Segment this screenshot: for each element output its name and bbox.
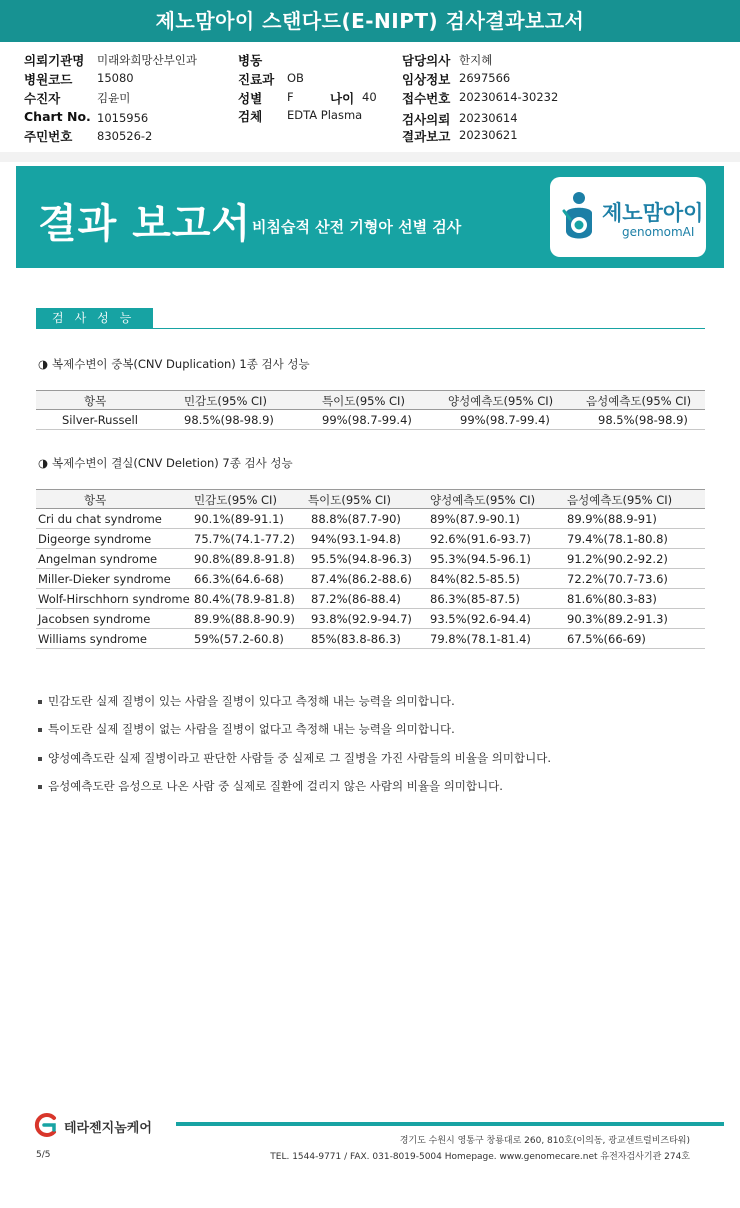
info-label: 의뢰기관명 (24, 53, 85, 68)
bullet-icon (38, 785, 42, 789)
table-cell: 85%(83.8-86.3) (311, 632, 401, 646)
note-item (38, 693, 455, 709)
bullet-icon (38, 728, 42, 732)
table-cell: Digeorge syndrome (38, 532, 152, 546)
result-banner (16, 166, 724, 268)
table-cell: Wolf-Hirschhorn syndrome (38, 592, 190, 606)
column-header: 특이도(95% CI) (308, 493, 391, 507)
table-header-row (36, 390, 705, 410)
table-cell: 95.5%(94.8-96.3) (311, 552, 412, 566)
table-cell: 93.8%(92.9-94.7) (311, 612, 412, 626)
info-label: Chart No. (24, 109, 91, 124)
note-text: 특이도란 실제 질병이 없는 사람을 질병이 없다고 측정해 내는 능력을 의미합니다. (48, 722, 455, 736)
column-header: 항목 (84, 394, 107, 408)
table-cell: 87.4%(86.2-88.6) (311, 572, 412, 586)
table-cell: 88.8%(87.7-90) (311, 512, 401, 526)
table-row (36, 549, 705, 569)
note-text: 민감도란 실제 질병이 있는 사람을 질병이 있다고 측정해 내는 능력을 의미합니다. (48, 694, 455, 708)
table-row (36, 529, 705, 549)
info-label: 접수번호 (402, 91, 451, 106)
table-cell: 91.2%(90.2-92.2) (567, 552, 668, 566)
table-cell: 94%(93.1-94.8) (311, 532, 401, 546)
table-cell: 79.4%(78.1-80.8) (567, 532, 668, 546)
info-label: 진료과 (238, 72, 275, 87)
section-title: 검사성능 (36, 308, 153, 328)
column-header: 양성예측도(95% CI) (448, 394, 554, 408)
info-label: 담당의사 (402, 53, 451, 68)
table-row (36, 569, 705, 589)
table-cell: Jacobsen syndrome (38, 612, 151, 626)
table-cell: Cri du chat syndrome (38, 512, 162, 526)
table-cell: 99%(98.7-99.4) (460, 413, 550, 427)
table-cell: Silver-Russell (62, 413, 138, 427)
footer-divider (176, 1122, 724, 1126)
info-label: 병동 (238, 53, 263, 68)
table-cell: 93.5%(92.6-94.4) (430, 612, 531, 626)
table-cell: 84%(82.5-85.5) (430, 572, 520, 586)
table-cell: 81.6%(80.3-83) (567, 592, 657, 606)
info-value: F (287, 90, 294, 104)
info-label: 나이 (330, 91, 355, 106)
note-text: 음성예측도란 음성으로 나온 사람 중 실제로 질환에 걸리지 않은 사람의 비율을 의미합니다. (48, 779, 503, 793)
table-cell: 90.8%(89.8-91.8) (194, 552, 295, 566)
table-cell: 66.3%(64.6-68) (194, 572, 284, 586)
table-cell: 95.3%(94.5-96.1) (430, 552, 531, 566)
note-text: 양성예측도란 실제 질병이라고 판단한 사람들 중 실제로 그 질병을 가진 사람들의 비율을 의미합니다. (48, 751, 551, 765)
section-divider (36, 328, 705, 329)
table-cell: 67.5%(66-69) (567, 632, 646, 646)
table-cell: 87.2%(86-88.4) (311, 592, 401, 606)
table-cell: Angelman syndrome (38, 552, 158, 566)
footer-address: 경기도 수원시 영통구 창룡대로 260, 810호(이의동, 광교센트럴비즈타워) (399, 1136, 690, 1146)
duplication-heading (38, 356, 310, 372)
table-cell: Miller-Dieker syndrome (38, 572, 171, 586)
genomom-logo (550, 177, 706, 257)
patient-info (0, 42, 740, 160)
logo-name: 제노맘아이 (602, 201, 704, 225)
table-cell: 79.8%(78.1-81.4) (430, 632, 531, 646)
info-label: 주민번호 (24, 129, 73, 144)
table-row (36, 509, 705, 529)
info-value: 2697566 (459, 71, 511, 85)
logo-subtitle: genomomAI (622, 225, 695, 239)
deletion-table (36, 489, 705, 649)
info-value: 20230621 (459, 128, 518, 142)
duplication-heading-text: 복제수변이 중복(CNV Duplication) 1종 검사 성능 (52, 357, 310, 371)
info-label: 결과보고 (402, 129, 451, 144)
table-cell: 90.1%(89-91.1) (194, 512, 284, 526)
table-cell: 98.5%(98-98.9) (598, 413, 688, 427)
column-header: 음성예측도(95% CI) (586, 394, 692, 408)
table-cell: 90.3%(89.2-91.3) (567, 612, 668, 626)
deletion-heading-text: 복제수변이 결실(CNV Deletion) 7종 검사 성능 (52, 456, 293, 470)
table-header-row (36, 489, 705, 509)
table-cell: 75.7%(74.1-77.2) (194, 532, 295, 546)
terragen-logo-icon (32, 1113, 62, 1137)
page-number: 5/5 (36, 1150, 51, 1160)
table-cell: 86.3%(85-87.5) (430, 592, 520, 606)
info-value: 830526-2 (97, 129, 153, 143)
footer-company: 테라젠지놈케어 (64, 1121, 152, 1136)
table-row (36, 609, 705, 629)
table-cell: 92.6%(91.6-93.7) (430, 532, 531, 546)
table-cell: 89.9%(88.9-91) (567, 512, 657, 526)
divider (0, 152, 740, 162)
info-label: 검사의뢰 (402, 112, 451, 127)
report-title: 제노맘아이 스탠다드(E-NIPT) 검사결과보고서 (0, 0, 740, 42)
column-header: 민감도(95% CI) (194, 493, 277, 507)
info-value: 20230614-30232 (459, 90, 559, 104)
info-label: 임상정보 (402, 72, 451, 87)
half-circle-icon: ◑ (38, 357, 49, 371)
column-header: 양성예측도(95% CI) (430, 493, 536, 507)
info-value: 1015956 (97, 111, 149, 125)
info-value: 김윤미 (97, 91, 131, 105)
info-label: 수진자 (24, 91, 61, 106)
info-label: 검체 (238, 109, 263, 124)
column-header: 음성예측도(95% CI) (567, 493, 673, 507)
info-value: OB (287, 71, 304, 85)
table-cell: 89%(87.9-90.1) (430, 512, 520, 526)
info-value: 미래와희망산부인과 (97, 53, 197, 67)
duplication-table (36, 390, 705, 430)
bullet-icon (38, 757, 42, 761)
table-cell: 80.4%(78.9-81.8) (194, 592, 295, 606)
bullet-icon (38, 700, 42, 704)
banner-subtitle: 비침습적 산전 기형아 선별 검사 (252, 218, 462, 236)
column-header: 민감도(95% CI) (184, 394, 267, 408)
table-cell: 59%(57.2-60.8) (194, 632, 284, 646)
info-value: 한지혜 (459, 53, 493, 67)
column-header: 항목 (84, 493, 107, 507)
info-value: EDTA Plasma (287, 108, 363, 122)
info-value: 40 (362, 90, 377, 104)
footer-contact: TEL. 1544-9771 / FAX. 031-8019-5004 Homepage. www.genomecare.net 유전자검사기관 274호 (270, 1152, 690, 1162)
info-label: 병원코드 (24, 72, 73, 87)
column-header: 특이도(95% CI) (322, 394, 405, 408)
half-circle-icon: ◑ (38, 456, 49, 470)
table-row (36, 410, 705, 430)
table-cell: 99%(98.7-99.4) (322, 413, 412, 427)
deletion-heading (38, 455, 293, 471)
table-cell: Williams syndrome (38, 632, 147, 646)
info-label: 성별 (238, 91, 263, 106)
genomom-mother-child-icon (558, 189, 600, 245)
banner-title: 결과 보고서 (38, 201, 252, 247)
table-row (36, 629, 705, 649)
info-value: 15080 (97, 71, 134, 85)
table-row (36, 589, 705, 609)
note-item (38, 721, 455, 737)
table-cell: 98.5%(98-98.9) (184, 413, 274, 427)
table-cell: 72.2%(70.7-73.6) (567, 572, 668, 586)
note-item (38, 778, 503, 794)
note-item (38, 750, 551, 766)
info-value: 20230614 (459, 111, 518, 125)
table-cell: 89.9%(88.8-90.9) (194, 612, 295, 626)
